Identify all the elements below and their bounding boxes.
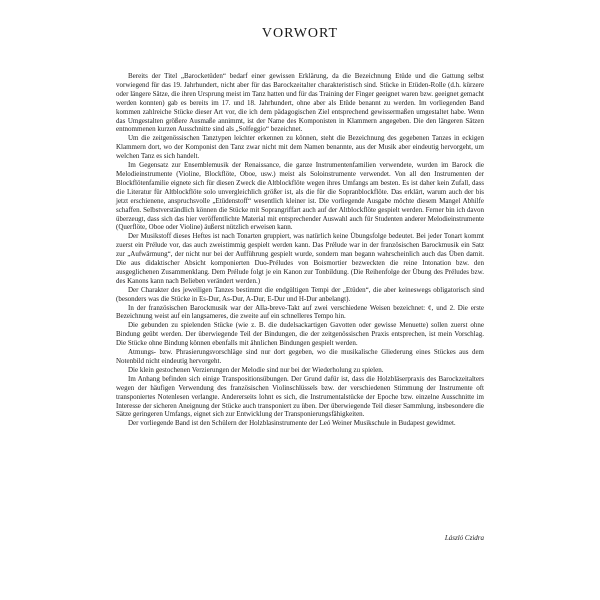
paragraph: Um die zeitgenössischen Tanztypen leichter erkennen zu können, steht die Bezeichnung des gegebenen Tanzes in eckigen Klammern dort, wo der Komponist den Tanz zwar nicht mit dem Namen benannte, aus der Musik aber eindeutig hervorgeht, um welchen Tanz es sich handelt. [116, 134, 484, 161]
page-title: VORWORT [261, 26, 339, 41]
paragraph: Bereits der Titel „Barocketüden“ bedarf einer gewissen Erklärung, da die Bezeichnung Etüde und die Gattung selbst vorwiegend für das 19. Jahrhundert, nicht aber für das Barockzeitalter charakteristisch sind. Stücke in Etüden-Rolle (d.h. kürzere oder längere Sätze, die ihren Ursprung meist im Tanz hatten und für das Training der Finger geeignet waren bzw. geeignet gemacht werden konnten) gab es bereits im 17. und 18. Jahrhundert, ohne aber als Etüde benannt zu werden. Im vorliegenden Band kommen zahlreiche Stücke dieser Art vor, die ich dem pädagogischen Ziel entsprechend gewissermaßen umgestaltet habe. Wenn das Umgestalten größere Ausmaße annimmt, ist der Name des Komponisten in Klammern angegeben. Die den längeren Sätzen entnommenen kurzen Ausschnitte sind als „Solfeggio“ bezeichnet. [116, 72, 484, 134]
paragraph: In der französischen Barockmusik war der Alla-breve-Takt auf zwei verschiedene Weisen bezeichnet: ¢, und 2. Die erste Bezeichnung weist auf ein langsameres, die zweite auf ein schnelleres Tempo hin. [116, 303, 484, 321]
author-signature: László Czidra [444, 534, 484, 542]
paragraph: Der Charakter des jeweiligen Tanzes bestimmt die endgültigen Tempi der „Etüden“, die aber keineswegs obligatorisch sind (besonders was die Stücke in Es-Dur, As-Dur, A-Dur, E-Dur und H-Dur anbelangt). [116, 285, 484, 303]
paragraph: Im Gegensatz zur Ensemblemusik der Renaissance, die ganze Instrumentenfamilien verwendete, wurden im Barock die Melodieinstrumente (Violine, Blockflöte, Oboe, usw.) meist als Soloinstrumente verwendet. Von all den Instrumenten der Blockflötenfamilie eignete sich für diesen Zweck die Altblockflöte wegen ihres Umfangs am besten. Es ist daher kein Zufall, dass die Literatur für Altblockflöte solo unvergleichlich größer ist, als die für die Sopranblockflöte. Das erklärt, warum auch der bis jetzt erschienene, anspruchsvolle „Etüdenstoff“ wesentlich kleiner ist. Die vorliegende Ausgabe möchte diesem Mangel Abhilfe schaffen. Selbstverständlich können die Stücke mit Soprangriffart auch auf der Altblockflöte gespielt werden. Ferner bin ich davon überzeugt, dass sich das hier veröffentlichte Material mit entsprechender Auswahl auch für Studenten anderer Melodieinstrumente (Querflöte, Oboe oder Violine) äußerst nützlich erweisen kann. [116, 161, 484, 232]
preface-body [116, 72, 484, 428]
paragraph: Im Anhang befinden sich einige Transpositionsübungen. Der Grund dafür ist, dass die Holzbläserpraxis des Barockzeitalters wegen der häufigen Verwendung des französischen Violinschlüssels bzw. der verschiedenen Stimmung der Instrumente oft transponiertes Notenlesen verlangte. Andererseits lohnt es sich, die Instrumentalstücke der Epoche bzw. einzelne Ausschnitte im Interesse der sicheren Aneignung der Stücke auch transponiert zu üben. Der überwiegende Teil dieser Sammlung, insbesondere die Sätze geringeren Umfangs, eignet sich zur Entwicklung der Transponierungsfähigkeiten. [116, 374, 484, 419]
paragraph: Atmungs- bzw. Phrasierungsvorschläge sind nur dort gegeben, wo die musikalische Gliederung eines Stückes aus dem Notenbild nicht eindeutig hervorgeht. [116, 348, 484, 365]
paragraph: Der Musikstoff dieses Heftes ist nach Tonarten gruppiert, was natürlich keine Übungsfolge bedeutet. Bei jeder Tonart kommt zuerst ein Prélude vor, das auch zweistimmig gespielt werden kann. Das Prélude war in der französischen Barockmusik ein Satz zur „Aufwärmung“, der nicht nur bei der Aufführung gespielt wurde, sondern man begann wahrscheinlich auch das Üben damit. Die aus didaktischer Absicht komponierten Duo-Préludes von Boismortier bezweckten die reine Intonation bzw. den ausgeglichenen Zusammenklang. Dem Prélude folgt je ein Kanon zur Tonbildung. (Die Reihenfolge der Übung des Préludes bzw. des Kanons kann nach Belieben verändert werden.) [116, 232, 484, 285]
paragraph: Die gebunden zu spielenden Stücke (wie z. B. die dudelsackartigen Gavotten oder gewisse Menuette) sollen zuerst ohne Bindung geübt werden. Der überwiegende Teil der Bindungen, die der zeitgenössischen Praxis entsprechen, ist mein Vorschlag. Die Stücke ohne Bindung können ebenfalls mit ähnlichen Bindungen gespielt werden. [116, 321, 484, 348]
paragraph: Der vorliegende Band ist den Schülern der Holzblasinstrumente der Leó Weiner Musikschule in Budapest gewidmet. [128, 419, 456, 428]
paragraph: Die klein gestochenen Verzierungen der Melodie sind nur bei der Wiederholung zu spielen. [128, 365, 384, 374]
